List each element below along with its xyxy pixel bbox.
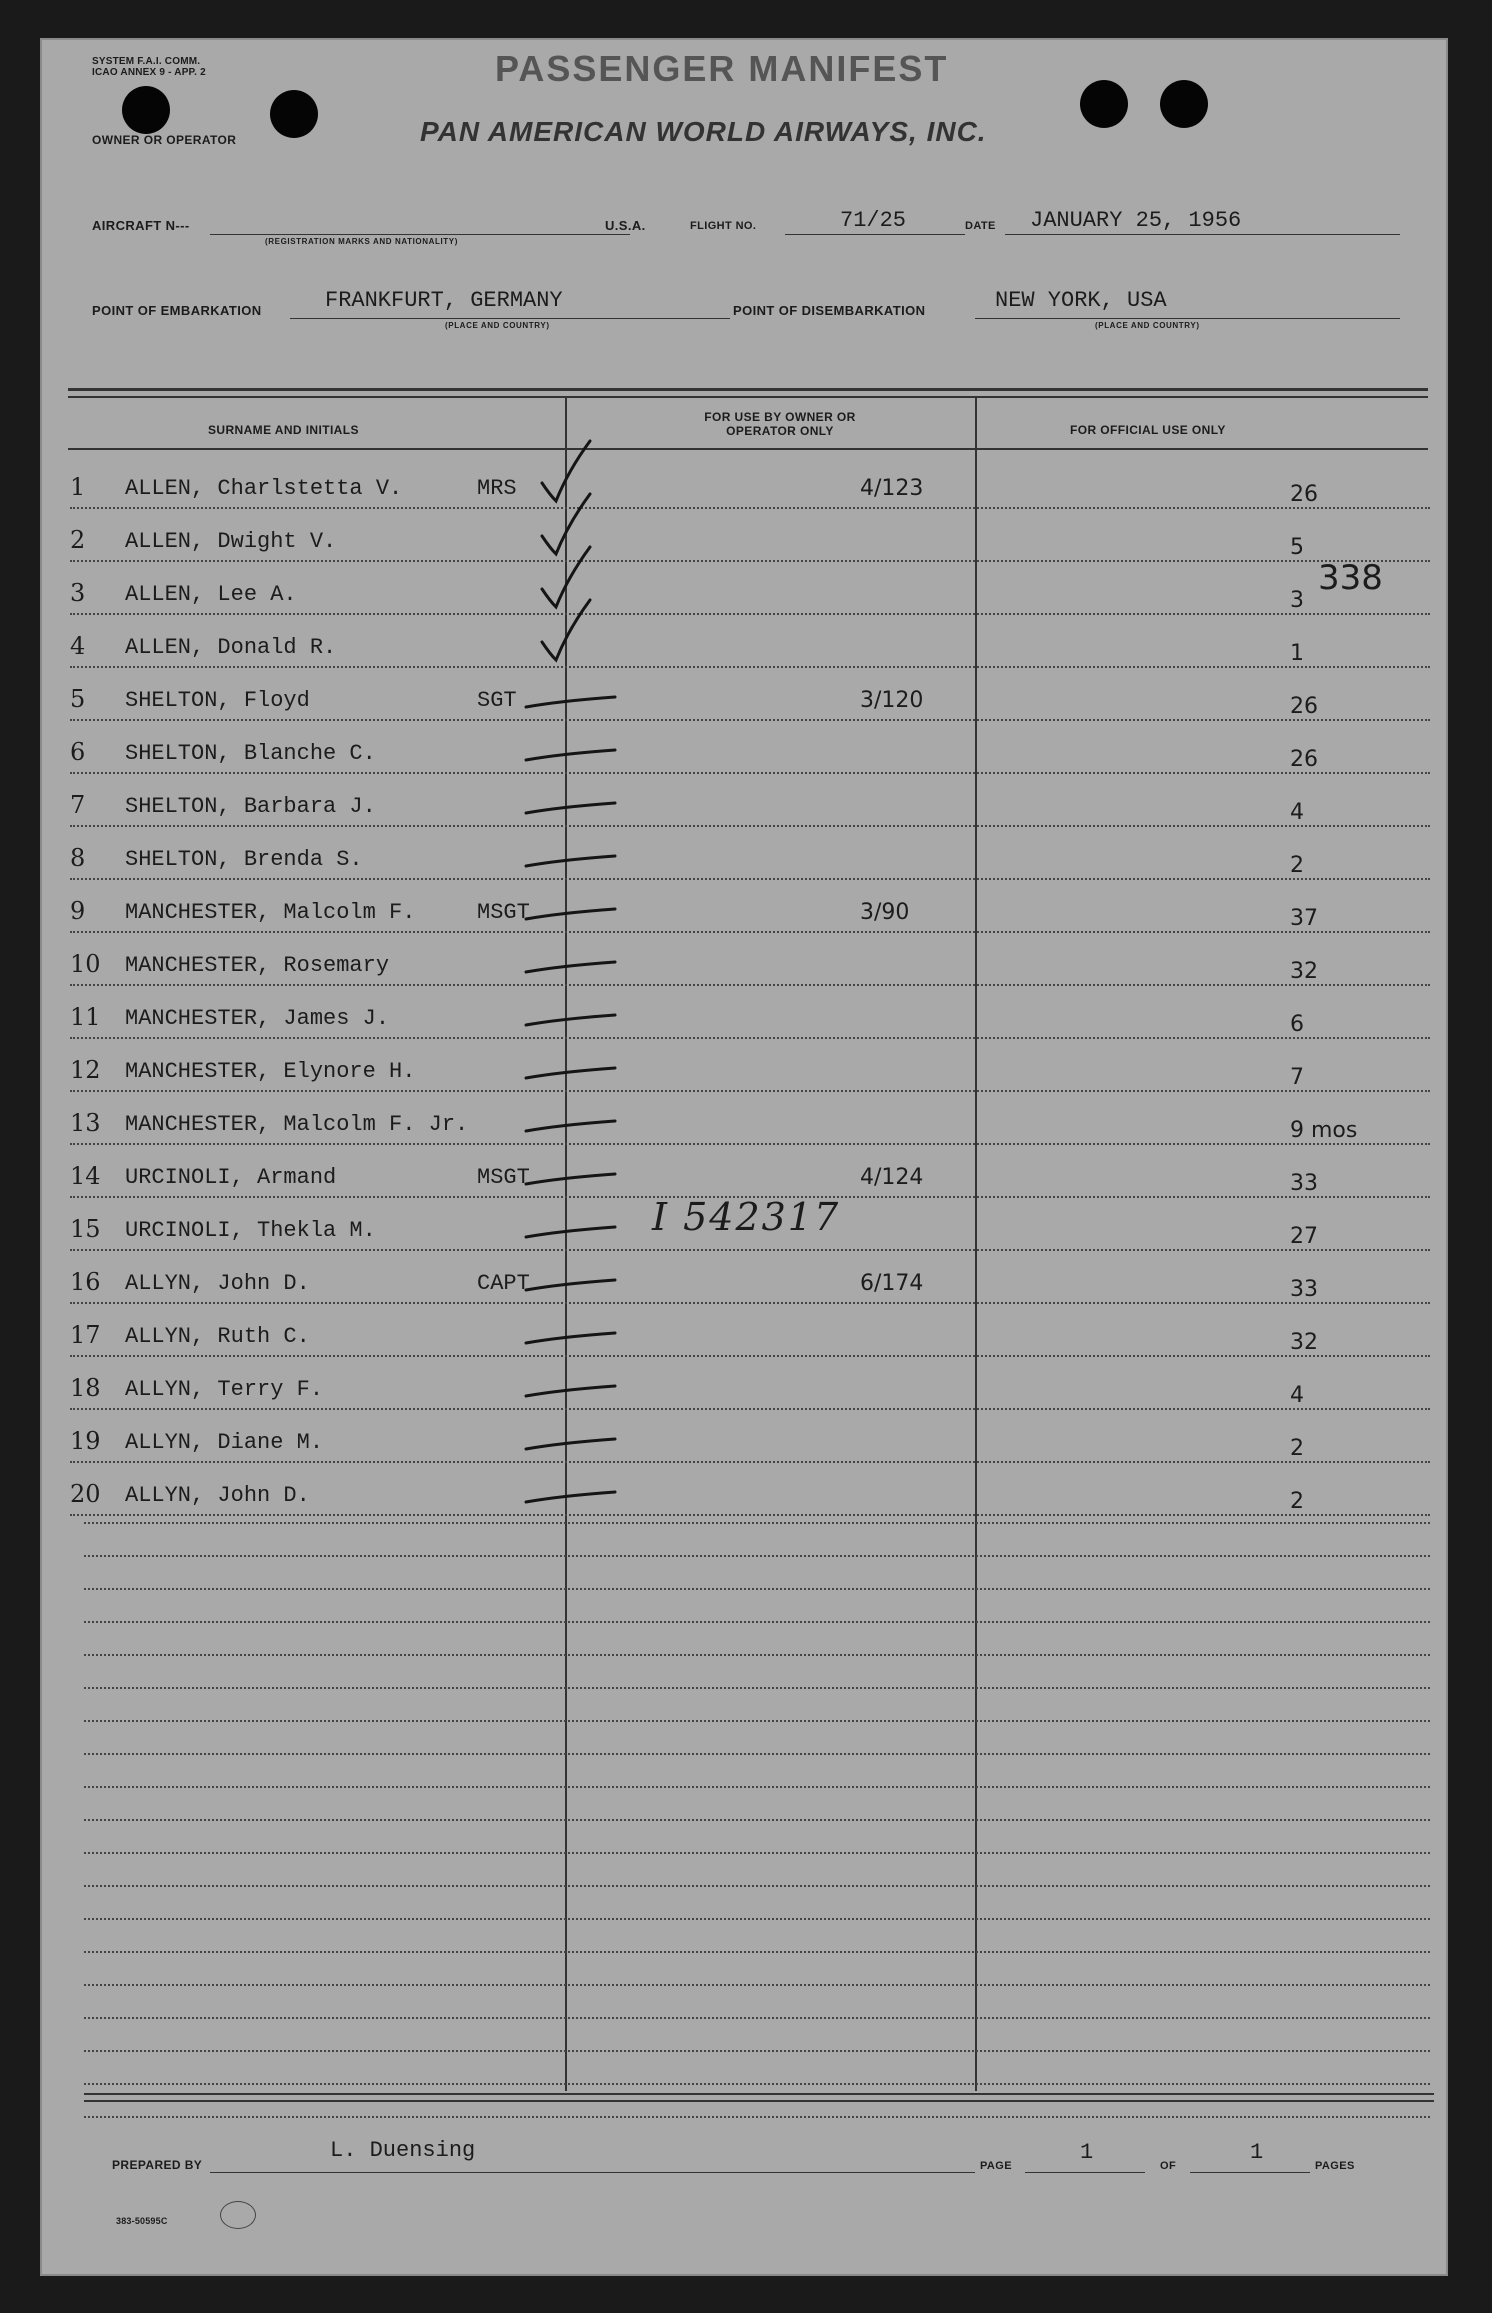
row-number: 6	[70, 738, 86, 766]
row-number: 19	[70, 1427, 101, 1455]
dash-mark	[526, 1015, 615, 1025]
aircraft-label: AIRCRAFT N---	[92, 218, 190, 233]
passenger-title: CAPT	[477, 1271, 530, 1296]
passenger-name: ALLEN, Lee A.	[125, 582, 297, 607]
passenger-name: MANCHESTER, Rosemary	[125, 953, 390, 978]
passenger-name: ALLYN, John D.	[125, 1483, 310, 1508]
dash-mark	[526, 1280, 615, 1290]
row-number: 18	[70, 1374, 101, 1402]
passenger-name: ALLYN, Ruth C.	[125, 1324, 310, 1349]
disembarkation-label: POINT OF DISEMBARKATION	[733, 303, 926, 318]
page-number: 1	[1080, 2140, 1094, 2165]
passenger-name: SHELTON, Blanche C.	[125, 741, 376, 766]
row-number: 14	[70, 1162, 101, 1190]
passenger-age: 2	[1290, 853, 1304, 878]
owner-label: OWNER OR OPERATOR	[92, 133, 237, 147]
dash-mark	[526, 1333, 615, 1343]
embarkation-sublabel: (PLACE AND COUNTRY)	[445, 321, 550, 330]
prepared-by-label: PREPARED BY	[112, 2158, 203, 2172]
row-number: 8	[70, 844, 86, 872]
passenger-name: ALLYN, John D.	[125, 1271, 310, 1296]
row-number: 1	[70, 473, 86, 501]
owner-code: 3/90	[860, 900, 910, 925]
passenger-age: 7	[1290, 1065, 1304, 1090]
owner-code: 6/174	[860, 1271, 924, 1296]
passenger-age: 32	[1290, 959, 1318, 984]
date-label: DATE	[965, 220, 996, 232]
passenger-title: MSGT	[477, 1165, 530, 1190]
passenger-age: 4	[1290, 1383, 1304, 1408]
form-reference: SYSTEM F.A.I. COMM. ICAO ANNEX 9 - APP. 2	[92, 56, 206, 78]
id-number-annotation: I 542317	[652, 1195, 841, 1239]
col-header-owner-use: FOR USE BY OWNER OR OPERATOR ONLY	[704, 410, 856, 438]
passenger-age: 26	[1290, 747, 1318, 772]
disembarkation-point: NEW YORK, USA	[995, 288, 1167, 313]
row-number: 2	[70, 526, 86, 554]
check-mark	[542, 547, 590, 607]
passenger-age: 32	[1290, 1330, 1318, 1355]
row-number: 15	[70, 1215, 101, 1243]
passenger-name: MANCHESTER, Malcolm F.	[125, 900, 416, 925]
manifest-page	[40, 38, 1448, 2276]
check-mark	[542, 600, 590, 660]
form-number: 383-50595C	[116, 2216, 168, 2226]
prepared-by: L. Duensing	[330, 2138, 476, 2163]
company-name: PAN AMERICAN WORLD AIRWAYS, INC.	[420, 116, 987, 147]
check-mark	[542, 494, 590, 554]
row-number: 20	[70, 1480, 101, 1508]
passenger-name: ALLEN, Donald R.	[125, 635, 337, 660]
passenger-age: 2	[1290, 1489, 1304, 1514]
passenger-name: URCINOLI, Armand	[125, 1165, 337, 1190]
row-number: 12	[70, 1056, 101, 1084]
embarkation-point: FRANKFURT, GERMANY	[325, 288, 563, 313]
owner-code: 4/123	[860, 476, 924, 501]
flight-date: JANUARY 25, 1956	[1030, 208, 1242, 233]
row-number: 11	[70, 1003, 101, 1031]
passenger-age: 33	[1290, 1171, 1318, 1196]
dash-mark	[526, 1068, 615, 1078]
passenger-name: MANCHESTER, James J.	[125, 1006, 390, 1031]
passenger-name: MANCHESTER, Elynore H.	[125, 1059, 416, 1084]
row-number: 7	[70, 791, 86, 819]
dash-mark	[526, 856, 615, 866]
passenger-age: 33	[1290, 1277, 1318, 1302]
printer-seal	[220, 2201, 256, 2229]
row-number: 10	[70, 950, 101, 978]
embarkation-label: POINT OF EMBARKATION	[92, 303, 262, 318]
row-number: 17	[70, 1321, 101, 1349]
passenger-age: 4	[1290, 800, 1304, 825]
passenger-title: SGT	[477, 688, 517, 713]
row-number: 5	[70, 685, 86, 713]
dash-mark	[526, 1439, 615, 1449]
passenger-name: SHELTON, Floyd	[125, 688, 310, 713]
total-pages: 1	[1250, 2140, 1264, 2165]
passenger-name: SHELTON, Barbara J.	[125, 794, 376, 819]
passenger-age: 9 mos	[1290, 1118, 1358, 1143]
passenger-age: 6	[1290, 1012, 1304, 1037]
dash-mark	[526, 750, 615, 760]
dash-mark	[526, 1492, 615, 1502]
total-annotation: 338	[1318, 558, 1383, 598]
form-title: PASSENGER MANIFEST	[495, 48, 949, 89]
passenger-age: 5	[1290, 535, 1304, 560]
dash-mark	[526, 1174, 615, 1184]
passenger-title: MSGT	[477, 900, 530, 925]
owner-code: 3/120	[860, 688, 924, 713]
passenger-name: URCINOLI, Thekla M.	[125, 1218, 376, 1243]
row-number: 9	[70, 897, 86, 925]
of-label: OF	[1160, 2160, 1177, 2172]
row-number: 13	[70, 1109, 101, 1137]
pages-label: PAGES	[1315, 2160, 1355, 2172]
aircraft-sublabel: (REGISTRATION MARKS AND NATIONALITY)	[265, 237, 458, 246]
passenger-name: MANCHESTER, Malcolm F. Jr.	[125, 1112, 469, 1137]
col-header-surname: SURNAME AND INITIALS	[208, 423, 359, 437]
check-mark	[542, 441, 590, 501]
passenger-age: 1	[1290, 641, 1304, 666]
passenger-name: ALLEN, Charlstetta V.	[125, 476, 403, 501]
passenger-age: 26	[1290, 482, 1318, 507]
dash-mark	[526, 1227, 615, 1237]
dash-mark	[526, 909, 615, 919]
row-number: 4	[70, 632, 86, 660]
dash-mark	[526, 803, 615, 813]
passenger-age: 2	[1290, 1436, 1304, 1461]
passenger-age: 37	[1290, 906, 1318, 931]
hand-marks	[40, 38, 1448, 2276]
flight-label: FLIGHT NO.	[690, 220, 757, 232]
flight-number: 71/25	[840, 208, 907, 233]
dash-mark	[526, 697, 615, 707]
usa-label: U.S.A.	[605, 218, 646, 233]
owner-code: 4/124	[860, 1165, 924, 1190]
passenger-age: 3	[1290, 588, 1304, 613]
passenger-name: ALLEN, Dwight V.	[125, 529, 337, 554]
page-label: PAGE	[980, 2160, 1012, 2172]
col-header-official-use: FOR OFFICIAL USE ONLY	[1070, 423, 1226, 437]
disembarkation-sublabel: (PLACE AND COUNTRY)	[1095, 321, 1200, 330]
passenger-age: 27	[1290, 1224, 1318, 1249]
dash-mark	[526, 1121, 615, 1131]
dash-mark	[526, 1386, 615, 1396]
dash-mark	[526, 962, 615, 972]
passenger-name: ALLYN, Diane M.	[125, 1430, 324, 1455]
passenger-age: 26	[1290, 694, 1318, 719]
passenger-title: MRS	[477, 476, 517, 501]
passenger-name: SHELTON, Brenda S.	[125, 847, 363, 872]
passenger-name: ALLYN, Terry F.	[125, 1377, 324, 1402]
row-number: 16	[70, 1268, 101, 1296]
row-number: 3	[70, 579, 86, 607]
